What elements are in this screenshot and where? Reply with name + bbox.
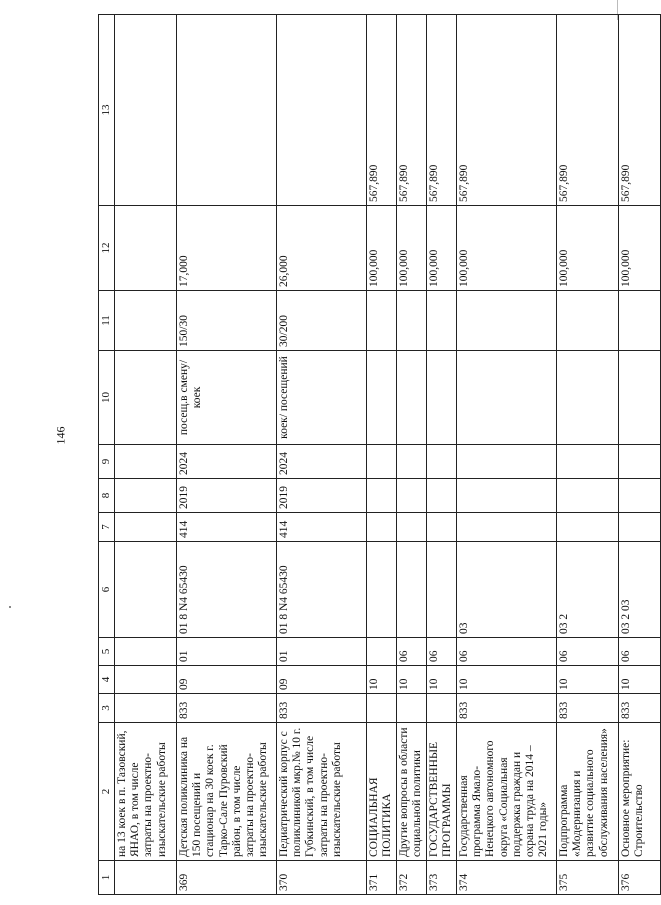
table-cell: 100,000 [457, 206, 557, 291]
table-cell: 10 [427, 666, 457, 694]
page-number: 146 [53, 426, 68, 445]
table-cell [457, 445, 557, 479]
table-cell [115, 694, 177, 723]
table-cell: 414 [177, 513, 277, 542]
table-cell: 373 [427, 861, 457, 895]
table-cell [397, 291, 427, 351]
table-cell: 100,000 [557, 206, 619, 291]
table-cell [397, 694, 427, 723]
table-cell: 567,890 [557, 15, 619, 206]
table-cell: 10 [367, 666, 397, 694]
table-cell [115, 666, 177, 694]
table-cell [367, 513, 397, 542]
table-row [619, 15, 661, 895]
header-cell: 6 [99, 542, 115, 638]
header-cell: 13 [99, 15, 115, 206]
table-cell: на 13 коек в п. Тазовский, ЯНАО, в том числе затраты на проектно-изыскательские работы [115, 723, 177, 861]
table-cell [367, 291, 397, 351]
table-cell: 376 [619, 861, 661, 895]
table-cell: 01 [277, 638, 367, 666]
table-cell: Другие вопросы в области социальной политики [397, 723, 427, 861]
table-cell: 567,890 [619, 15, 661, 206]
rotated-page [98, 15, 646, 895]
table-cell: посещ.в смену/коек [177, 351, 277, 445]
table-cell: 03 2 [557, 542, 619, 638]
table-cell: 06 [397, 638, 427, 666]
header-cell: 3 [99, 694, 115, 723]
table-cell: 06 [619, 638, 661, 666]
table-cell: 06 [427, 638, 457, 666]
table-cell: 567,890 [457, 15, 557, 206]
table-cell [619, 351, 661, 445]
table-row [457, 15, 557, 895]
table-cell [557, 351, 619, 445]
table-cell: Подпрограмма «Модернизация и развитие социального обслуживания населения» [557, 723, 619, 861]
table-cell: 06 [557, 638, 619, 666]
header-cell: 1 [99, 861, 115, 895]
table-row [177, 15, 277, 895]
table-header-row [99, 15, 115, 895]
table-cell [427, 479, 457, 513]
table-cell: 833 [557, 694, 619, 723]
table-cell [367, 351, 397, 445]
table-cell [427, 291, 457, 351]
table-cell [619, 445, 661, 479]
table-cell: 01 8 N4 65430 [177, 542, 277, 638]
table-cell: 371 [367, 861, 397, 895]
table-cell: 414 [277, 513, 367, 542]
table-cell [427, 694, 457, 723]
table-cell [367, 542, 397, 638]
table-cell: 10 [557, 666, 619, 694]
table-cell [367, 694, 397, 723]
header-cell: 5 [99, 638, 115, 666]
table-cell: 10 [397, 666, 427, 694]
table-cell [557, 291, 619, 351]
table-cell [115, 351, 177, 445]
table-cell [115, 861, 177, 895]
table-row [367, 15, 397, 895]
table-cell: ГОСУДАРСТВЕННЫЕ ПРОГРАММЫ [427, 723, 457, 861]
table-cell [457, 291, 557, 351]
table-cell [557, 479, 619, 513]
table-row [557, 15, 619, 895]
table-cell [367, 479, 397, 513]
table-cell [457, 479, 557, 513]
header-cell: 11 [99, 291, 115, 351]
table-cell: 369 [177, 861, 277, 895]
header-cell: 10 [99, 351, 115, 445]
table-cell [397, 479, 427, 513]
table-cell [457, 513, 557, 542]
table-cell: 2024 [177, 445, 277, 479]
table-cell: Педиатрический корпус с поликлиникой мкр.№ 10 г. Губкинский, в том числе затраты на проектно-изыскательские работы [277, 723, 367, 861]
table-cell [177, 15, 277, 206]
table-cell [115, 638, 177, 666]
header-cell: 8 [99, 479, 115, 513]
table-cell [397, 513, 427, 542]
table-cell [457, 351, 557, 445]
table-cell: Государственная программа Ямало-Ненецкого автономного округа «Социальная поддержка граждан и охрана труда на 2014 – 2021 годы» [457, 723, 557, 861]
header-cell: 4 [99, 666, 115, 694]
table-cell [427, 351, 457, 445]
table-cell [115, 291, 177, 351]
table-cell: 01 [177, 638, 277, 666]
table-cell: 10 [457, 666, 557, 694]
table-cell: 01 8 N4 65430 [277, 542, 367, 638]
table-cell [115, 479, 177, 513]
header-cell: 9 [99, 445, 115, 479]
table-cell: 30/200 [277, 291, 367, 351]
table-row [427, 15, 457, 895]
table-cell [427, 445, 457, 479]
table-row [115, 15, 177, 895]
table-cell [115, 445, 177, 479]
table-cell: 17,000 [177, 206, 277, 291]
table-cell [277, 15, 367, 206]
table-cell: 100,000 [367, 206, 397, 291]
table-cell [397, 351, 427, 445]
table-cell [557, 513, 619, 542]
table-cell: 833 [277, 694, 367, 723]
table-row [277, 15, 367, 895]
header-cell: 7 [99, 513, 115, 542]
table-cell: 567,890 [397, 15, 427, 206]
table-cell: 150/30 [177, 291, 277, 351]
table-cell [115, 542, 177, 638]
budget-table [98, 14, 661, 895]
table-cell: 100,000 [427, 206, 457, 291]
table-cell: 09 [277, 666, 367, 694]
table-cell: 372 [397, 861, 427, 895]
table-cell [115, 513, 177, 542]
table-cell [619, 513, 661, 542]
table-cell: 833 [619, 694, 661, 723]
header-cell: 2 [99, 723, 115, 861]
table-cell: 06 [457, 638, 557, 666]
table-cell: 100,000 [397, 206, 427, 291]
table-cell: 26,000 [277, 206, 367, 291]
table-cell [397, 542, 427, 638]
table-cell: 2019 [177, 479, 277, 513]
table-cell: 03 2 03 [619, 542, 661, 638]
table-cell [427, 513, 457, 542]
table-cell [619, 479, 661, 513]
table-cell: коек/ посещений [277, 351, 367, 445]
table-cell: 375 [557, 861, 619, 895]
table-cell: 2019 [277, 479, 367, 513]
table-cell: Основное мероприятие: Строительство [619, 723, 661, 861]
table-cell: СОЦИАЛЬНАЯ ПОЛИТИКА [367, 723, 397, 861]
table-cell: 10 [619, 666, 661, 694]
table-row [397, 15, 427, 895]
table-cell [397, 445, 427, 479]
table-cell [115, 206, 177, 291]
table-cell: 833 [177, 694, 277, 723]
table-cell: Детская поликлиника на 150 посещений и стационар на 30 коек г. Тарко-Сале Пуровский район, в том числе затраты на проектно-изыскательские работы [177, 723, 277, 861]
table-cell: 09 [177, 666, 277, 694]
table-cell [619, 291, 661, 351]
table-cell: 567,890 [367, 15, 397, 206]
table-cell: 374 [457, 861, 557, 895]
table-cell: 2024 [277, 445, 367, 479]
table-cell: 567,890 [427, 15, 457, 206]
table-cell: 370 [277, 861, 367, 895]
table-cell [115, 15, 177, 206]
table-cell: 833 [457, 694, 557, 723]
table-cell [427, 542, 457, 638]
table-cell [367, 638, 397, 666]
scan-speck [9, 606, 11, 608]
table-cell: 100,000 [619, 206, 661, 291]
table-cell: 03 [457, 542, 557, 638]
table-cell [557, 445, 619, 479]
header-cell: 12 [99, 206, 115, 291]
table-cell [367, 445, 397, 479]
